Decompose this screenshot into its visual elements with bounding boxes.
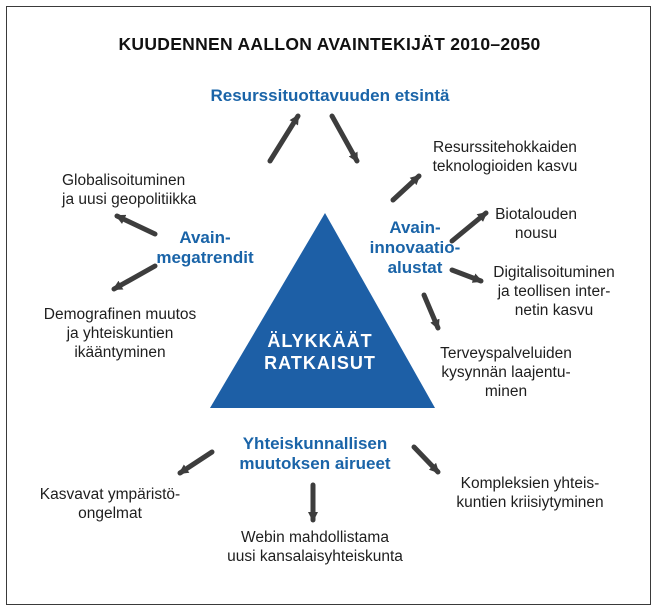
driver-complex-societies: Kompleksien yhteis- kuntien kriisiytyminen [456,475,604,511]
center-label: ÄLYKKÄÄT RATKAISUT [264,331,376,373]
platform-bioeconomy: Biotalouden nousu [495,206,577,242]
right-hub-label: Avain- innovaatio- alustat [369,218,461,277]
platform-resource-tech: Resurssitehokkaiden teknologioiden kasvu [432,139,578,175]
bottom-hub-label: Yhteiskunnallisen muutoksen airueet [239,434,391,473]
arrow-top-to-right [332,116,357,161]
megatrend-demography: Demografinen muutos ja yhteiskuntien ikääntyminen [43,306,197,361]
diagram-title: KUUDENNEN AALLON AVAINTEKIJÄT 2010–2050 [118,34,541,54]
top-hub-label: Resurssituottavuuden etsintä [210,86,450,105]
arrow-left-to-top [270,116,298,161]
platform-digitalisation: Digitalisoituminen ja teollisen inter- netin kasvu [493,264,615,319]
arrow-to-resource-tech [393,176,419,200]
arrow-to-health [424,295,438,328]
megatrend-globalisation: Globalisoituminen ja uusi geopolitiikka [62,172,197,208]
platform-health: Terveyspalveluiden kysynnän laajentu- minen [440,345,572,400]
arrow-to-demography [114,266,155,289]
driver-environment: Kasvavat ympäristö- ongelmat [39,486,181,522]
left-hub-label: Avain- megatrendit [156,228,254,267]
driver-web-society: Webin mahdollistama uusi kansalaisyhteiskunta [227,529,403,565]
